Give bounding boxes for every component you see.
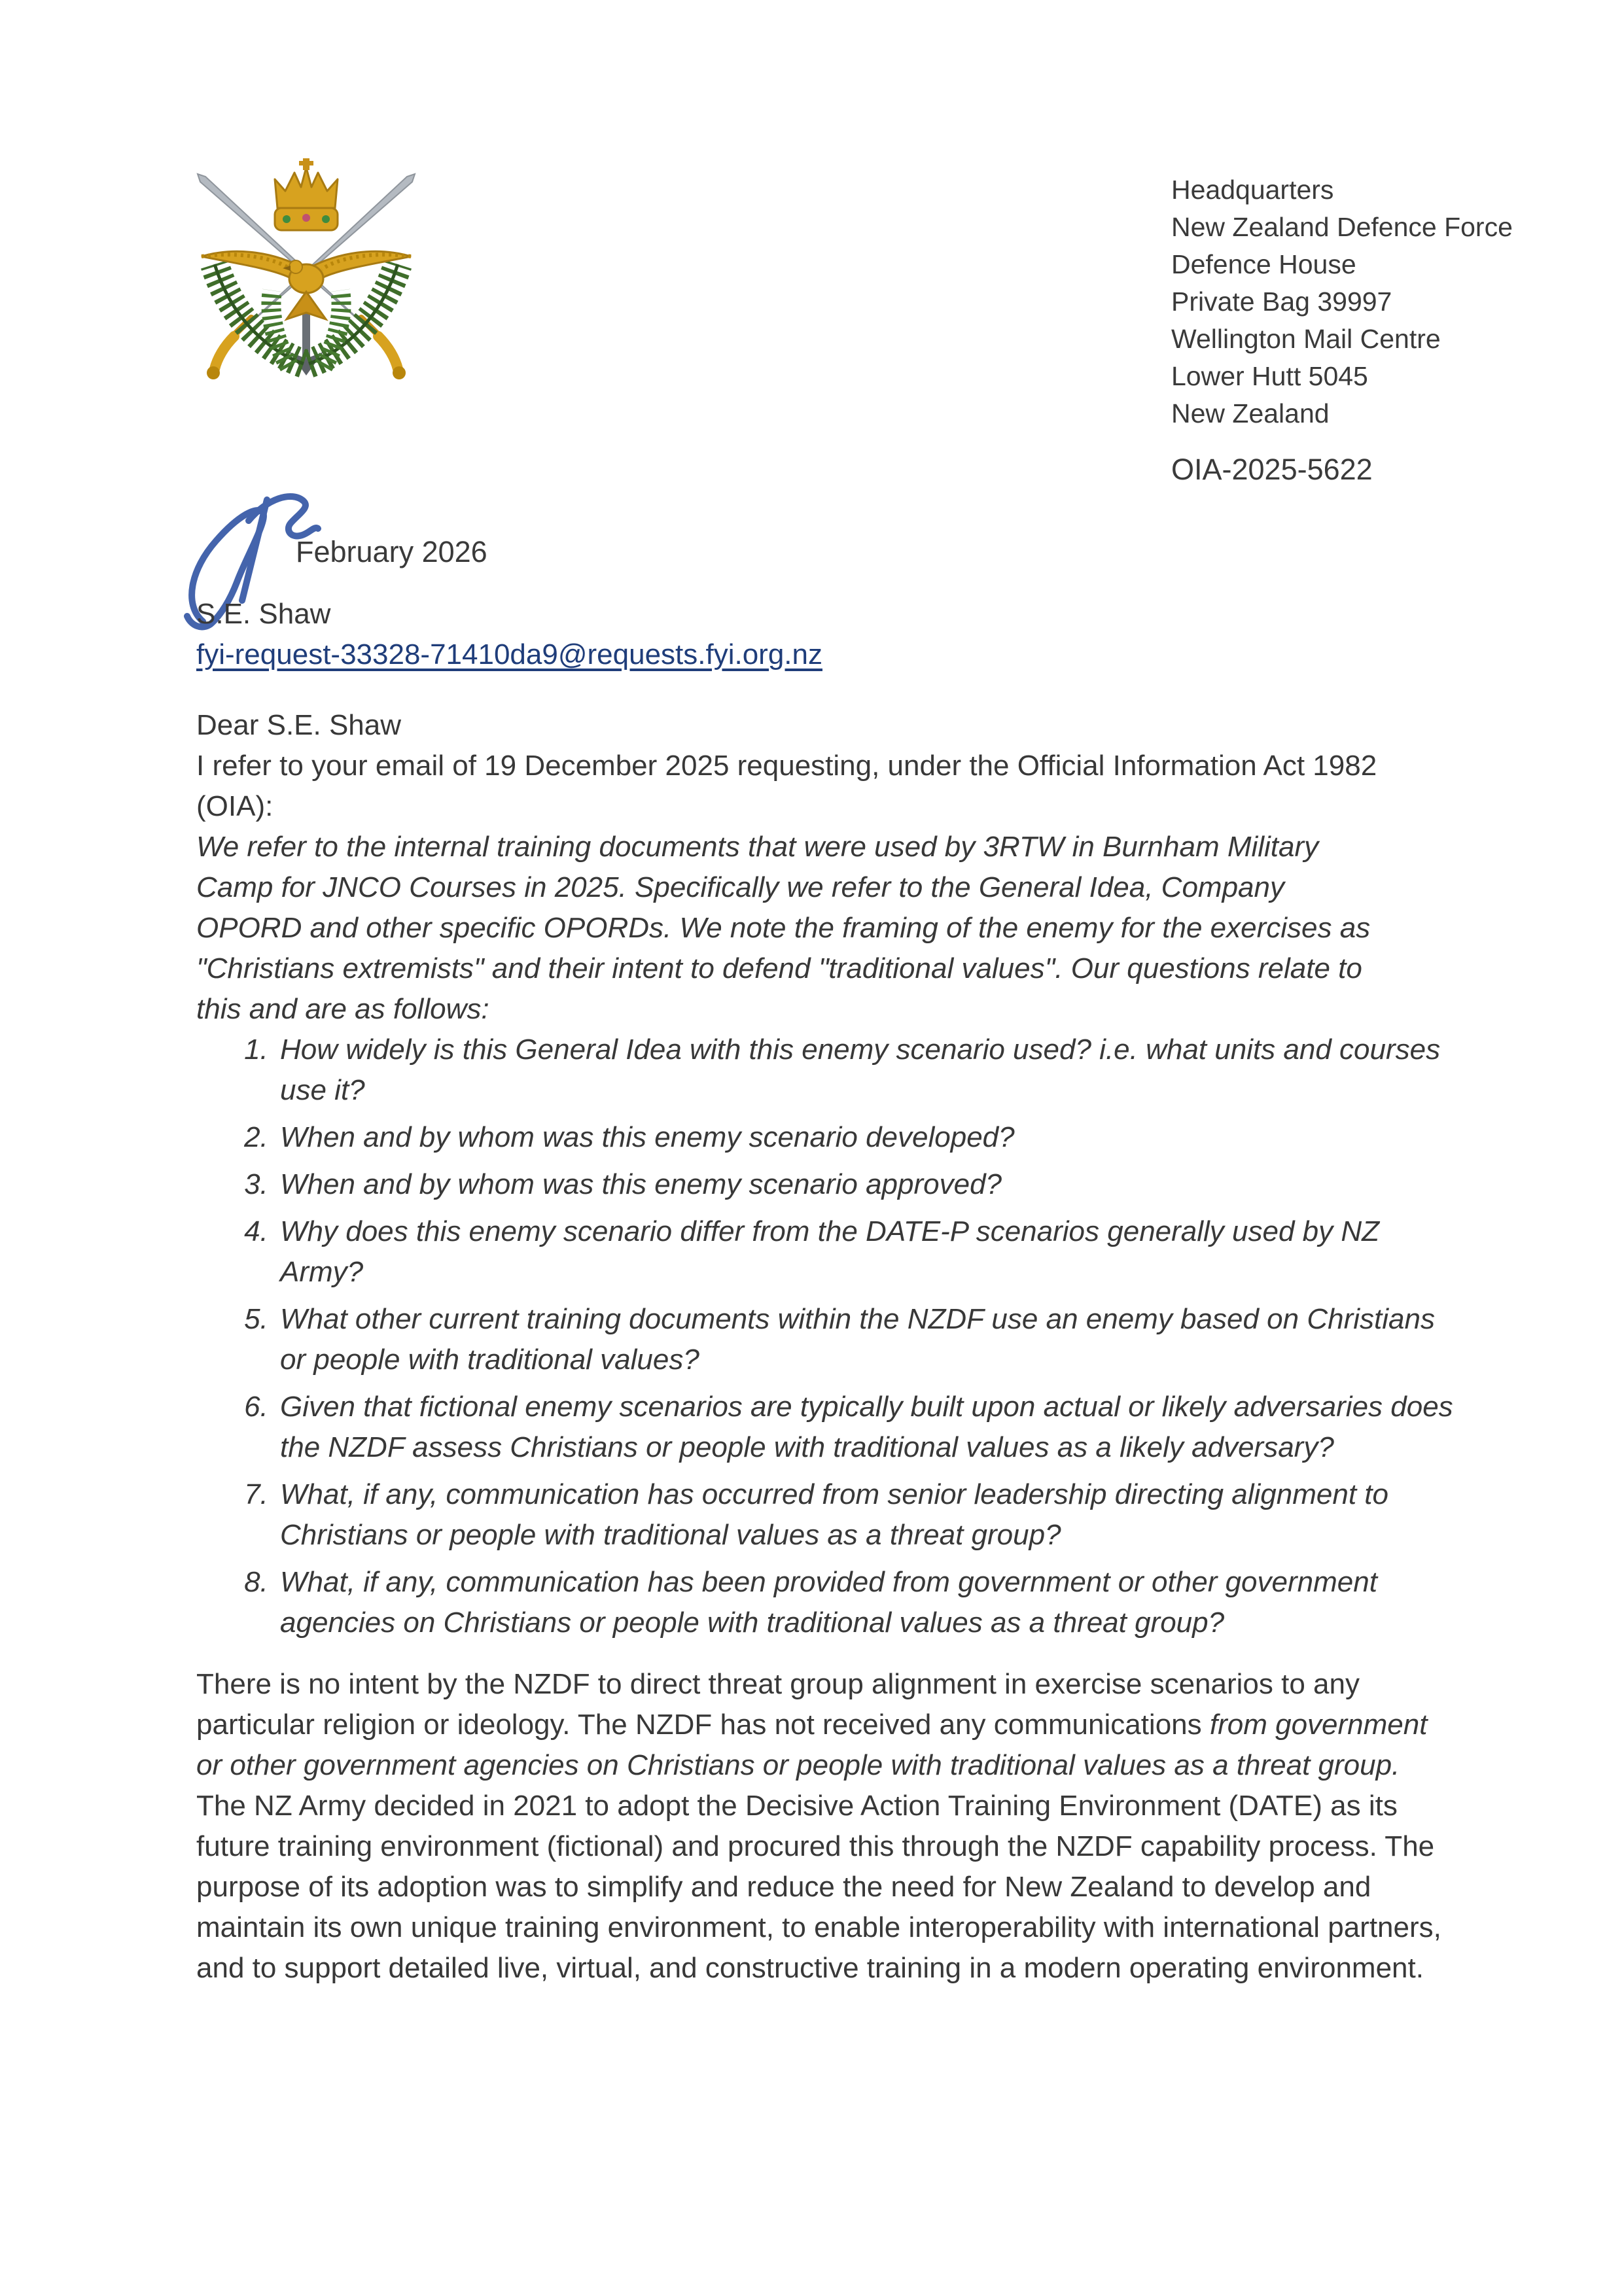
- question-item: 6. Given that fictional enemy scenarios are typically built upon actual or likely adversaries does the NZDF assess Christians or people with traditional values as a likely adversary?: [276, 1387, 1454, 1468]
- question-item: 5. What other current training documents within the NZDF use an enemy based on Christians or people with traditional values?: [276, 1299, 1454, 1380]
- question-item: 7. What, if any, communication has occurred from senior leadership directing alignment to Christians or people with traditional values as a threat group?: [276, 1474, 1454, 1556]
- letter-body: [196, 594, 1453, 1989]
- question-item: 2. When and by whom was this enemy scenario developed?: [276, 1117, 1454, 1158]
- response-paragraph-1: [196, 1664, 1449, 1786]
- recipient-name: S.E. Shaw: [196, 598, 331, 630]
- response-paragraph-2: The NZ Army decided in 2021 to adopt the Decisive Action Training Environment (DATE) as its future training environment (fictional) and procured this through the NZDF capability process. The purpose of its adoption was to simplify and reduce the need for New Zealand to develop and maintain its own unique training environment, to enable interoperability with international partners, and to support detailed live, virtual, and constructive training in a modern operating environment.: [196, 1790, 1441, 1984]
- letter-date: February 2026: [296, 535, 487, 568]
- address-line: Wellington Mail Centre: [1171, 324, 1441, 354]
- address-line: Private Bag 39997: [1171, 287, 1392, 317]
- questions-list: [234, 1030, 1454, 1643]
- crown-icon: [275, 158, 338, 230]
- response-1-normal-text: There is no intent by the NZDF to direct threat group alignment in exercise scenarios to any particular religion or ideology. The NZDF has not received any communications: [196, 1668, 1360, 1741]
- address-line: New Zealand Defence Force: [1171, 212, 1513, 242]
- address-line: Headquarters: [1171, 175, 1334, 205]
- question-item: 8. What, if any, communication has been provided from government or other government agencies on Christians or people with traditional values as a threat group?: [276, 1562, 1454, 1643]
- sender-address-block: [1171, 171, 1513, 432]
- address-line: Defence House: [1171, 249, 1356, 279]
- response-1-italic-text: from government or other government agencies on Christians or people with traditional values as a threat group.: [196, 1709, 1428, 1781]
- recipient-email-link[interactable]: fyi-request-33328-71410da9@requests.fyi.org.nz: [196, 638, 822, 670]
- request-quote-paragraph: We refer to the internal training documents that were used by 3RTW in Burnham Military Camp for JNCO Courses in 2025. Specifically we refer to the General Idea, Company OPORD and other specific OPORDs. We note the framing of the enemy for the exercises as "Christians extremists" and their intent to defend "traditional values". Our questions relate to this and are as follows:: [196, 831, 1371, 1025]
- question-item: 4. Why does this enemy scenario differ from the DATE-P scenarios generally used by NZ Army?: [276, 1211, 1454, 1293]
- address-line: Lower Hutt 5045: [1171, 361, 1368, 391]
- intro-paragraph: I refer to your email of 19 December 2025 requesting, under the Official Information Act 1982 (OIA):: [196, 750, 1377, 822]
- oia-reference: OIA-2025-5622: [1171, 453, 1373, 486]
- question-item: 1. How widely is this General Idea with this enemy scenario used? i.e. what units and courses use it?: [276, 1030, 1454, 1111]
- salutation: Dear S.E. Shaw: [196, 709, 402, 741]
- nzdf-crest-logo: [191, 148, 421, 391]
- question-item: 3. When and by whom was this enemy scenario approved?: [276, 1164, 1454, 1205]
- address-line: New Zealand: [1171, 398, 1330, 428]
